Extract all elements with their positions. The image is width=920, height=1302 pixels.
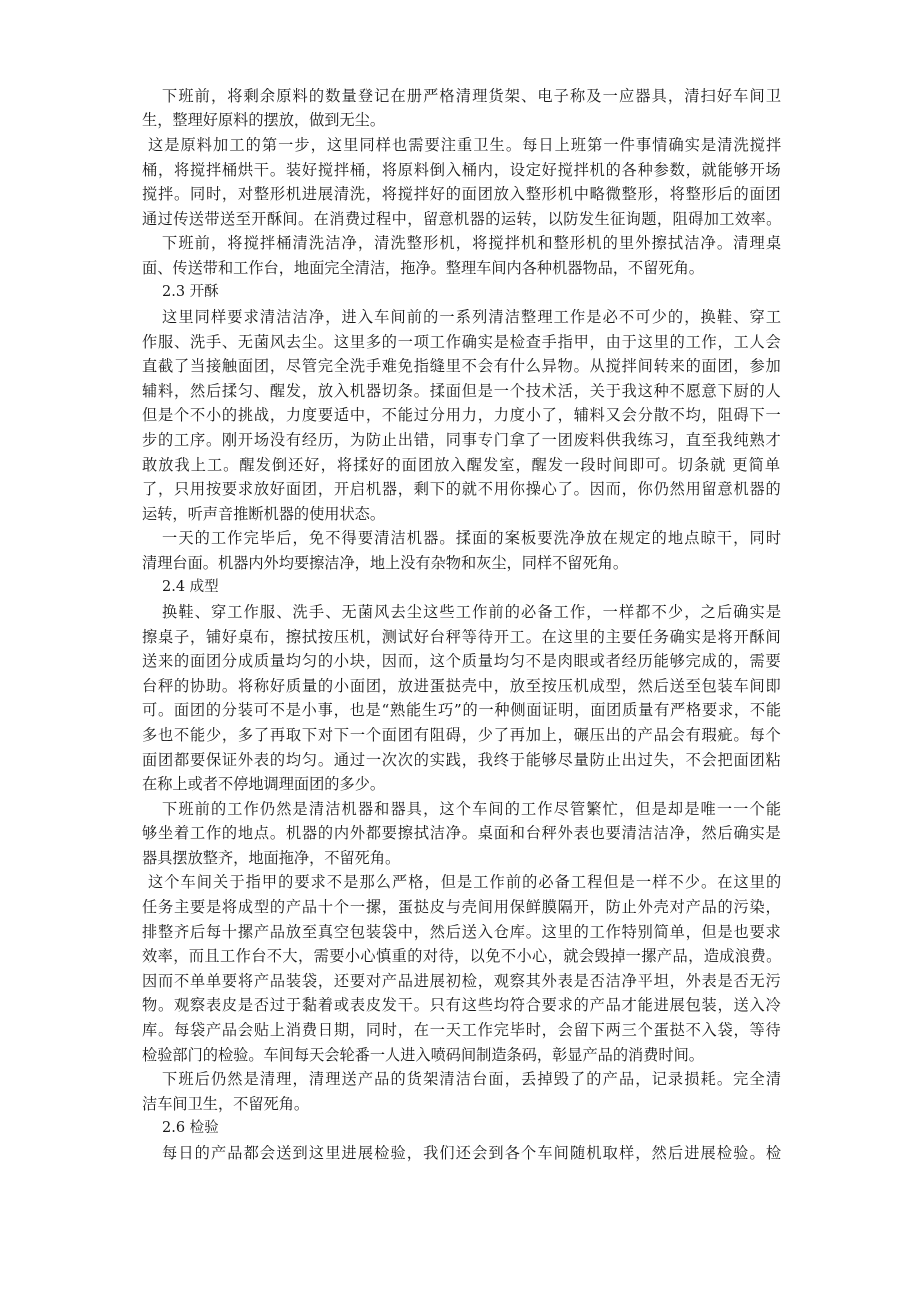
text-line: 每日的产品都会送到这里进展检验，我们还会到各个车间随机取样，然后进展检验。检 xyxy=(162,1144,783,1162)
text-line: 任务主要是将成型的产品十个一摞，蛋挞皮与壳间用保鲜膜隔开，防止外壳对产品的污染， xyxy=(142,898,782,916)
text-line: 库。每袋产品会贴上消费日期，同时，在一天工作完毕时，会留下两三个蛋挞不入袋，等待 xyxy=(142,1021,782,1039)
text-line: 生，整理好原料的摆放，做到无尘。 xyxy=(142,111,385,129)
text-line: 在称上或者不停地调理面团的多少。 xyxy=(142,775,385,793)
text-line: 因而不单单要将产品装袋，还要对产品进展初检，观察其外表是否洁净平坦，外表是否无污 xyxy=(142,972,782,990)
text-line: 这是原料加工的第一步，这里同样也需要注重卫生。每日上班第一件事情确实是清洗搅拌 xyxy=(148,136,783,154)
text-line: 下班前的工作仍然是清洁机器和器具，这个车间的工作尽管繁忙，但是却是唯一一个能 xyxy=(162,800,783,818)
text-line: 步的工序。刚开场没有经历，为防止出错，同事专门拿了一团废料供我练习，直至我纯熟才 xyxy=(142,431,782,449)
text-line: 下班后仍然是清理，清理送产品的货架清洁台面，丢掉毁了的产品，记录损耗。完全清 xyxy=(162,1070,783,1088)
text-line: 了，只用按要求放好面团，开启机器，剩下的就不用你操心了。因而，你仍然用留意机器的 xyxy=(142,480,782,498)
section-heading: 2.4 成型 xyxy=(162,579,219,595)
text-line: 一天的工作完毕后，免不得要清洁机器。揉面的案板要洗净放在规定的地点晾干，同时 xyxy=(162,529,783,547)
text-line: 检验部门的检验。车间每天会轮番一人进入喷码间制造条码，彰显产品的消费时间。 xyxy=(142,1046,704,1064)
text-line: 可。面团的分装可不是小事，也是“熟能生巧”的一种侧面证明，面团质量有严格要求，不能 xyxy=(142,701,782,719)
text-line: 送来的面团分成质量均匀的小块，因而，这个质量均匀不是肉眼或者经历能够完成的，需要 xyxy=(142,652,782,670)
text-line: 洁车间卫生，不留死角。 xyxy=(142,1095,310,1113)
text-line: 擦桌子，铺好桌布，擦拭按压机，测试好台秤等待开工。在这里的主要任务确实是将开酥间 xyxy=(142,628,782,646)
text-line: 这个车间关于指甲的要求不是那么严格，但是工作前的必备工程但是一样不少。在这里的 xyxy=(148,873,783,891)
text-line: 清理台面。机器内外均要擦洁净，地上没有杂物和灰尘，同样不留死角。 xyxy=(142,554,628,572)
text-line: 效率，而且工作台不大，需要小心慎重的对待，以免不小心，就会毁掉一摞产品，造成浪费。 xyxy=(142,947,782,965)
text-line: 器具摆放整齐，地面拖净，不留死角。 xyxy=(142,849,401,867)
text-line: 物。观察表皮是否过于黏着或表皮发干。只有这些均符合要求的产品才能进展包装，送入冷 xyxy=(142,996,782,1014)
text-line: 换鞋、穿工作服、洗手、无菌风去尘这些工作前的必备工作，一样都不少，之后确实是 xyxy=(162,603,783,621)
text-line: 多也不能少，多了再取下对下一个面团有阻碍，少了再加上，碾压出的产品会有瑕疵。每个 xyxy=(142,726,782,744)
text-line: 够坐着工作的地点。机器的内外都要擦拭洁净。桌面和台秤外表也要清洁洁净，然后确实是 xyxy=(142,824,782,842)
text-line: 通过传送带送至开酥间。在消费过程中，留意机器的运转，以防发生征询题，阻碍加工效率。 xyxy=(142,210,782,228)
text-line: 面、传送带和工作台，地面完全清洁，拖净。整理车间内各种机器物品，不留死角。 xyxy=(142,259,704,277)
text-line: 这里同样要求清洁洁净，进入车间前的一系列清洁整理工作是必不可少的，换鞋、穿工 xyxy=(162,308,783,326)
text-line: 面团都要保证外表的均匀。通过一次次的实践，我终于能够尽量防止出过失，不会把面团粘 xyxy=(142,751,782,769)
text-line: 搅拌。同时，对整形机进展清洗，将搅拌好的面团放入整形机中略微整形，将整形后的面团 xyxy=(142,185,782,203)
text-line: 下班前，将搅拌桶清洗洁净，清洗整形机，将搅拌机和整形机的里外擦拭洁净。清理桌 xyxy=(162,234,783,252)
section-heading: 2.3 开酥 xyxy=(162,284,219,300)
section-heading: 2.6 检验 xyxy=(162,1120,219,1136)
text-line: 作服、洗手、无菌风去尘。这里多的一项工作确实是检查手指甲，由于这里的工作，工人会 xyxy=(142,333,782,351)
text-line: 直截了当接触面团，尽管完全洗手难免指缝里不会有什么异物。从搅拌间转来的面团，参加 xyxy=(142,357,782,375)
text-line: 但是个不小的挑战，力度要适中，不能过分用力，力度小了，辅料又会分散不均，阻碍下一 xyxy=(142,406,782,424)
text-line: 辅料，然后揉匀、醒发，放入机器切条。揉面但是一个技术活，关于我这种不愿意下厨的人 xyxy=(142,382,782,400)
text-line: 运转，听声音推断机器的使用状态。 xyxy=(142,505,385,523)
text-line: 桶，将搅拌桶烘干。装好搅拌桶，将原料倒入桶内，设定好搅拌机的各种参数，就能够开场 xyxy=(142,161,782,179)
text-line: 下班前，将剩余原料的数量登记在册严格清理货架、电子称及一应器具，清扫好车间卫 xyxy=(162,87,783,105)
text-line: 台秤的协助。将称好质量的小面团，放进蛋挞壳中，放至按压机成型，然后送至包装车间即 xyxy=(142,677,782,695)
text-line: 敢放我上工。醒发倒还好，将揉好的面团放入醒发室，醒发一段时间即可。切条就 更简单 xyxy=(142,456,782,474)
text-line: 排整齐后每十摞产品放至真空包装袋中，然后送入仓库。这里的工作特别简单，但是也要求 xyxy=(142,923,782,941)
